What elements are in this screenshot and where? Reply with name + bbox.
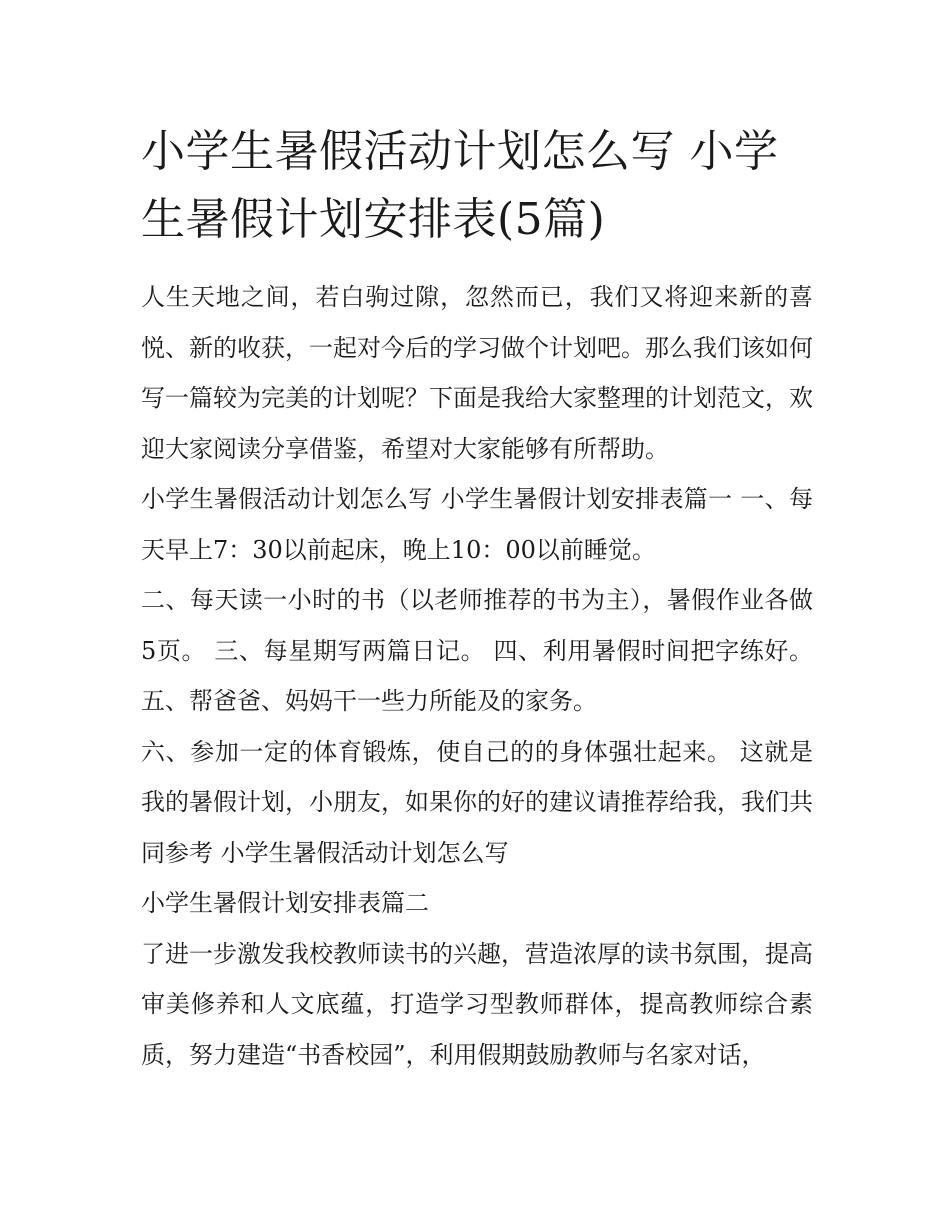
paragraph-plan-one: 小学生暑假活动计划怎么写 小学生暑假计划安排表篇一 一、每天早上7：30以前起床，晚上10：00以前睡觉。 — [141, 485, 813, 564]
paragraph-plan-two: 了进一步激发我校教师读书的兴趣，营造浓厚的读书氛围，提高审美修养和人文底蕴，打造学习型教师群体，提高教师综合素质，努力建造“书香校园”，利用假期鼓励教师与名家对话， — [141, 939, 813, 1069]
title-block — [141, 118, 813, 254]
paragraph-plan-conclusion: 六、参加一定的体育锻炼，使自己的的身体强壮起来。 这就是我的暑假计划，小朋友，如果你的好的建议请推荐给我，我们共同参考 小学生暑假活动计划怎么写 — [141, 737, 813, 867]
paragraph-intro: 人生天地之间，若白驹过隙，忽然而已，我们又将迎来新的喜悦、新的收获，一起对今后的学习做个计划吧。那么我们该如何写一篇较为完美的计划呢？下面是我给大家整理的计划范文，欢迎大家阅读分享借鉴，希望对大家能够有所帮助。 — [141, 283, 813, 463]
document-title: 小学生暑假活动计划怎么写 小学生暑假计划安排表(5篇) — [141, 126, 779, 245]
document-page — [141, 118, 813, 1080]
section-heading-two: 小学生暑假计划安排表篇二 — [141, 889, 429, 917]
paragraph-plan-items: 二、每天读一小时的书（以老师推荐的书为主），暑假作业各做5页。 三、每星期写两篇日记。 四、利用暑假时间把字练好。 五、帮爸爸、妈妈干一些力所能及的家务。 — [141, 586, 813, 715]
